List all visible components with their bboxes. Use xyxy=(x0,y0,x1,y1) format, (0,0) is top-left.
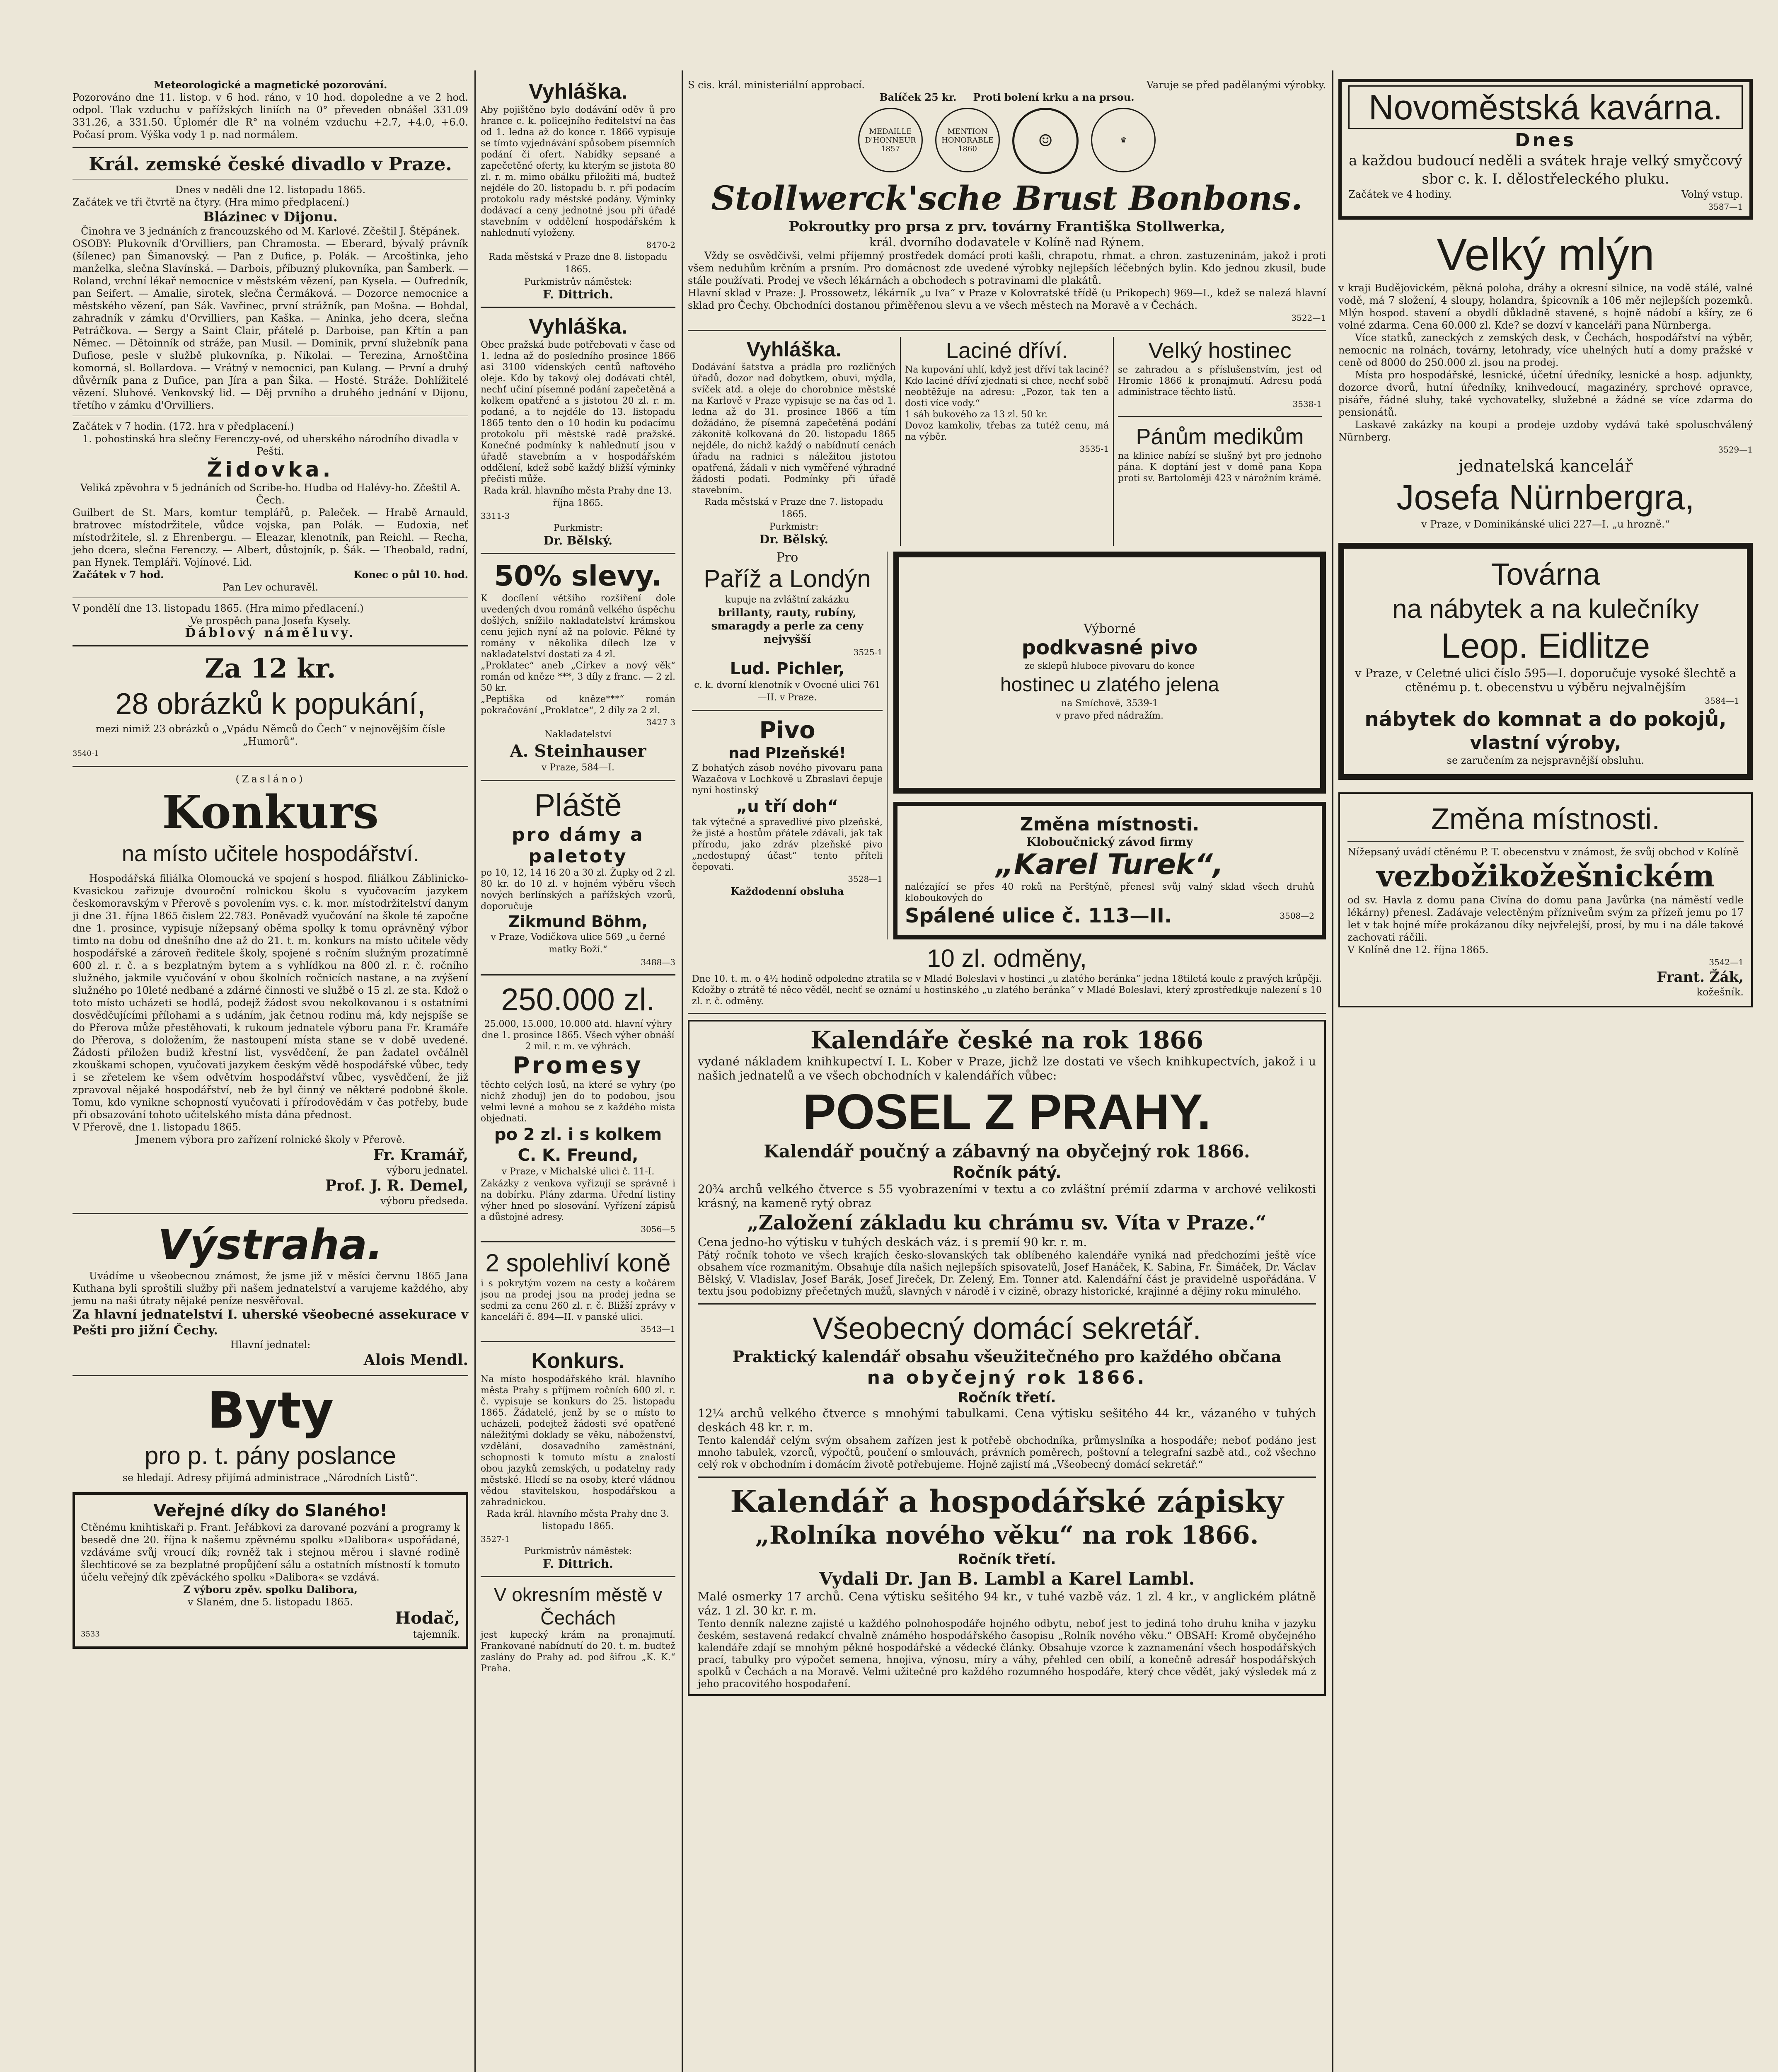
medikum-text: na klinice nabízí se slušný byt pro jednoho pána. K doptání jest v domě pana Kopa proti sv. Bartoloměji 423 v nárožním krámě. xyxy=(1118,451,1322,484)
sekretar-title: Všeobecný domácí sekretář. xyxy=(813,1311,1201,1346)
medal-icon xyxy=(935,108,1000,172)
konkurs-title: Konkurs xyxy=(162,785,379,839)
odmena-cell xyxy=(688,944,1326,1007)
konkurs-name: Prof. J. R. Demel, xyxy=(325,1177,468,1194)
okresni-title: V okresním městě v Čechách xyxy=(493,1584,663,1629)
konkurs-text: Hospodářská filiálka Olomoucká ve spojení s hospod. filiálkou Záblinicko-Kvasickou zařizuje dvouroční rolnickou školu s vyučovacím jazykem českomoravským v Přerově s povolením vys. c. k. mor. místodržitelství danym ji dne 31. října 1865 čislem 22.783. Poněvadž vyučování na škole té započne dne 1. prosince, vypisuje nížepsaný oběma spolky k tomu oprávněný výbor timto na dobu od dnešního dne až do 21. t. m. konkurs na místo učitele vědy hospodářské a zároveň ředitele školy, spojené s ročním služným prozatímně 600 zl. r. č. a s bezplatným bytem a s vyhlídkou na 800 zl. r. č. ročního služného, jakmile vyučování v obou školních ročnicích nastane, a na zvýšení služného po 10leté nedbané a zdárné činnosti ve službě o 15 zl. ze sta. Kdož o toto místo ucházeti se hodlá, podejž žádost svou nekolkovanou i s ostatními dosvědčujícími přílohami a s udáním, jak četnou rodinu má, kdy nejspíše se do Přerova může přestěhovati, k rukoum jednatele výboru pana Fr. Kramáře do Přerova, s doložením, že nastoupení místa stane se v době uvedené. Žádosti přiložen budiž křestní list, vysvědčení, že pan žadatel ovčálněl zkouškami schopen, vyučovati jazykem českým vědě hospodářské vůbec, tedy i se zřetelem ke všem odvětvím hospodářství vůbec, vysvědčení, že již zpravoval nějaké hospodářství, neb že byl činný ve některé podobné škole. Tomu, kdo vynikne schopností vyučovati i přírodovědám v čas potřeby, bude při obsazování tohoto učitelského místa dána přednost. xyxy=(73,873,468,1121)
mlyn-text: v kraji Budějovickém, pěkná poloha, dráhy a okresní silnice, na vodě stálé, valné vodě, má 7 složení, 4 sloupy, holandra, špicovník a 106 měr nejlepších pozemků. Mlýn hospod. stavení a obydlí důkladně stavené, s hojně nádobí a kšíry, ze 6 volné zdarma. Cena 60.000 zl. Kde? se dozví v kanceláři pana Nürnberga. xyxy=(1338,282,1753,331)
mlyn-text: Místa pro hospodářské, lesnické, účetní úředníky, lesnické a hosp. adjunkty, dozorce dvorů, hutní úředníky, knihvedoucí, magazinéry, sprchové opravce, pisáře, řádné sluhy, také vychovatelky, služebné a žádné se více zdarma do pensionátů. xyxy=(1338,369,1753,418)
theatre-note: Pan Lev ochuravěl. xyxy=(222,581,319,593)
odmena-text: Dne 10. t. m. o 4½ hodině odpoledne ztratila se v Mladé Boleslavi v hostinci „u zlatého beránka“ jedna 18tiletá koule z pravých krůpěji. Kdožby o ztrátě té něco věděl, nechť se oznámí u hostinského „u zlatého beránka“ v Mladé Boleslavi, který zprostředkuje nalezení s 10 zl. r. č. odměny. xyxy=(692,974,1322,1007)
konkurs-name: Fr. Kramář, xyxy=(373,1146,468,1164)
konkurs2-role: Purkmistrův náměstek: xyxy=(524,1546,632,1556)
theatre-cast: OSOBY: Plukovník d'Orvilliers, pan Chramosta. — Eberard, bývalý právník (šílenec) pan Šimanovský. — Pan z Dufice, p. Polák. — Arcoštinka, jeho manželka, slečna Slavínská. — Darbois, příbuzný plukovníka, pan Šamberk. — Roland, vrchní lékař nemocnice v městském vězení, pan Kysela. — Oufredník, pan Seifert. — Amalie, sirotek, slečna Čermáková. — Dozorce nemocnice a městského vězení, pan Sák. Vavřinec, první strážník, pan Mošna. — Bohdal, zahradník v zámku d'Orvilliers, pan Kaška. — Aninka, jeho dcera, slečna Petráčkova. — Sergy a Saint Clair, přátelé p. Darboise, pan Křtín a pan Němec. — Dětoinník od stráže, pan Musil. — Dominik, první služebník pana Dufiose, pesle v službě plukovníka, p. Nikolai. — Terezina, Arnoštčina komorná, sl. Bollardova. — Vrátný v nemocnici, pan Kulang. — První a druhý důvěrník pana z Dufice, pan Jíra a pan Šika. — Hosté. Stráže. Dohlížitelé vězení. Sluhové. Venkovský lid. — Děj prvního a druhého jednání v Dijonu, třetího v zámku d'Orvilliers. xyxy=(73,238,468,411)
vyhlaska-code: 3311-3 xyxy=(481,511,510,521)
slevy-code: 3427 3 xyxy=(646,717,675,727)
zmena-text: od sv. Havla z domu pana Civína do domu pana Javůrka (na náměstí vedle lékárny) přenesl. Zadávaje velectěným přízniveům svým za přízeň jemu po 17 let v tak hojné míře prokázanou díky nejvřelejší, prosí, by mu i na dále takové zachovati ráčili. xyxy=(1347,894,1744,943)
theatre-play: Ďáblový náměluvy. xyxy=(185,626,356,640)
theatre-end: Konec o půl 10. hod. xyxy=(353,569,468,581)
dik-code: 3533 xyxy=(81,1630,100,1639)
stollwerck-text: Vždy se osvědčivši, velmi příjemný prostředek domácí proti kašli, chrapotu, rhmat. a chron. zastuzeninám, jakož i proti všem neduhům krčním a prsním. Pro domácnost zde uvedené výrobky nejlepších léčebných bylin. Kdo jednou zkusil, bude stále používati. Prodej ve všech lékárnách a obchodech s potravinami dle plakátů. xyxy=(688,250,1326,286)
hosp-rocnik: Ročník třetí. xyxy=(958,1551,1056,1568)
vystraha-title: Výstraha. xyxy=(157,1220,383,1269)
slevy-item: „Peptiška od kněze***“ román pokračování „Proklatce“, 2 díly za 2 zl. xyxy=(481,694,675,716)
plzen-text: Z bohatých zásob nového pivovaru pana Wazačova v Lochkově u Zbraslavi čepuje nyní hostinský xyxy=(692,763,883,796)
kavarna-start: Začátek ve 4 hodiny. xyxy=(1348,189,1452,200)
okresni-text: jest kupecký krám na pronajmutí. Frankované nabídnutí do 20. t. m. budtež zaslány do Prahy ad. pod šifrou „K. K.“ Praha. xyxy=(481,1630,675,1674)
loterie-note: Zakázky z venkova vyřizují se správně i na dobírku. Plány zdarma. Úřední listiny výher hned po slosování. Vyřízení zápisů a důstojné adresy. xyxy=(481,1179,675,1222)
posel-text: 20¾ archů velkého čtverce s 55 vyobrazeními v textu a co zvláštní prémií zdarma v archové velikosti krásný, na kameně rytý obraz xyxy=(698,1182,1316,1210)
loterie-text: těchto celých losů, na které se vyhry (po nichž zhoduj) jen do to podobou, jsou velmi levné a mohou se z každého místa objednati. xyxy=(481,1080,675,1124)
kavarna-title: Novoměstská kavárna. xyxy=(1348,85,1743,129)
zmena-text: Nížepsaný uvádí ctěnému P. T. obecenstvu v známost, že svůj obchod v Kolíně xyxy=(1347,846,1739,858)
obrazky-code: 3540-1 xyxy=(73,749,99,758)
kone-text: i s pokrytým vozem na cesty a kočárem jsou na prodej jsou na prodej jedna se sedmi za cenu 260 zl. r. č. Bližší zprávy v kanceláři č. 894—II. v panské ulici. xyxy=(481,1278,675,1322)
pariz-pro: Pro xyxy=(776,550,798,565)
theatre-title: Král. zemské české divadlo v Praze. xyxy=(89,154,452,175)
kavarna-entry: Volný vstup. xyxy=(1681,189,1743,200)
turek-title: Změna místnosti. xyxy=(1020,814,1200,835)
portrait-medallion-icon: ☺ xyxy=(1012,108,1079,174)
kalendare-title: Kalendáře české na rok 1866 xyxy=(810,1026,1204,1054)
eidlitz-subtitle: na nábytek a na kulečníky xyxy=(1392,594,1699,624)
stollwerck-price: Balíček 25 kr. xyxy=(879,91,957,103)
slevy-name: A. Steinhauser xyxy=(510,741,646,761)
byty-title: Byty xyxy=(207,1382,334,1440)
loterie-name: C. K. Freund, xyxy=(518,1146,639,1165)
posel-title: POSEL Z PRAHY. xyxy=(803,1084,1211,1140)
vystraha-company: Za hlavní jednatelství I. uherské všeobecné assekurace v Pešti pro jižní Čechy. xyxy=(73,1307,468,1338)
nurnberg-label: jednatelská kancelář xyxy=(1458,457,1633,476)
vyhlaska-name: F. Dittrich. xyxy=(543,288,613,301)
vyhlaska-role: Purkmistr: xyxy=(769,522,819,532)
eidlitz-box xyxy=(1338,543,1753,780)
vyhlaska-place: Rada městská v Praze dne 8. listopadu 1865. xyxy=(489,252,668,275)
dik-name: Hodač, xyxy=(395,1608,460,1628)
zmena-shop: vezbožikožešnickém xyxy=(1376,858,1715,893)
vyhlaska-code: 8470-2 xyxy=(646,240,675,250)
vyhlaska-name: Dr. Bělský. xyxy=(759,533,829,546)
eidlitz-title: Továrna xyxy=(1491,557,1600,591)
vyhlaska-text: Aby pojištěno bylo dodávání oděv ů pro hrance c. k. policejního ředitelství na čas od 1. ledna až do konce r. 1866 vypisuje se tímto vyjednávání spůsobem písemních podání či ofert. Nabídky sepsané a zapečetěné oferty, ku kterým se jistota 80 zl. r. m. mimo obálku přiložiti má, budtež nejdéle do 20. listopadu b. r. při podacím protokolu rady městské podány. Výminky dodávací a ceny jednotné jsou při úřadě stavebním v oddělení hospodářském k nahlednutí vyloženy. xyxy=(481,105,675,238)
theatre-play: Židovka. xyxy=(207,457,334,482)
obrazky-title: 28 obrázků k popukání, xyxy=(115,687,426,721)
podkvasne-text: ze sklepů hluboce pivovaru do konce xyxy=(1024,661,1195,671)
mlyn-text: Více statků, zaneckých z zemských desk, v Čechách, hospodářství na výběr, nemocnic na rolnách, továrny, letohrady, více uhelných hutí a domy pražské v ceně od 8000 do 250.000 zl. jsou na prodej. xyxy=(1338,332,1753,368)
kone-code: 3543—1 xyxy=(641,1324,675,1334)
slevy-item: „Proklatec“ aneb „Církev a nový věk“ román od kněze ***, 3 díly z franc. — 2 zl. 50 kr. xyxy=(481,661,675,693)
zmena-name: Frant. Žák, xyxy=(1657,969,1744,985)
dik-committee: Z výboru zpěv. spolku Dalibora, xyxy=(183,1583,358,1595)
sekretar-subtitle: na obyčejný rok 1866. xyxy=(867,1367,1147,1388)
hostinec-text: se zahradou a s příslušenstvím, jest od Hromic 1866 k pronajmutí. Adresu podá administrace těchto listů. xyxy=(1118,365,1322,397)
slevy-label: Nakladatelství xyxy=(544,729,612,740)
eidlitz-item: vlastní výroby, xyxy=(1470,732,1621,753)
column-2 xyxy=(481,79,675,1674)
medal-label: MEDAILLE D'HONNEUR 1857 xyxy=(865,127,916,153)
plzen-title: Pivo xyxy=(759,717,815,744)
konkurs-role: výboru jednatel. xyxy=(386,1164,468,1176)
turek-box xyxy=(893,802,1326,939)
eidlitz-code: 3584—1 xyxy=(1705,696,1739,706)
plzen-subtitle: nad Plzeňské! xyxy=(728,745,846,762)
pariz-name: Lud. Pichler, xyxy=(730,659,845,678)
byty-text: se hledají. Adresy přijímá administrace „Národních Listů“. xyxy=(122,1472,418,1484)
eidlitz-text: v Praze, v Celetné ulici číslo 595—I. doporučuje vysoké šlechtě a ctěnému p. t. obecenstvu u výběru nejvalnějším xyxy=(1355,666,1737,694)
stollwerck-brand: Stollwerck'sche Brust Bonbons. xyxy=(711,179,1303,218)
konkurs-subtitle: na místo učitele hospodářství. xyxy=(121,841,419,866)
konkurs2-place: Rada král. hlavního města Prahy dne 3. listopadu 1865. xyxy=(486,1509,670,1532)
vyhlaska-text: Obec pražská bude potřebovati v čase od 1. ledna až do posledního prosince 1866 asi 3100 vídenských centů naftového oleje. Kdo by takový olej dodávati chtěl, nechť učiní písemné podání zapečetěná a kolkem opatřené a s jistotou 20 zl. r. m. podané, a to nejdéle do 13. listopadu 1865 tento den o 10 hodin ku podacímu protokolu při městské radě pražské. Konečné podmínky k nahlednutí jsou v úřadě stavebním a v hospodářském oddělení, kdež sobě každý bližší výminky přečisti může. xyxy=(481,340,675,484)
podkvasne-place: hostinec u zlatého jelena xyxy=(1000,674,1219,696)
mid-ads-row xyxy=(688,552,1326,939)
eidlitz-item: nábytek do komnat a do pokojů, xyxy=(1364,708,1727,731)
plzen-code: 3528—1 xyxy=(848,874,883,884)
podkvasne-address: na Smíchově, 3539-1 xyxy=(1061,698,1158,709)
pariz-address: c. k. dvorní klenotník v Ovocné ulici 761—II. v Praze. xyxy=(694,680,881,703)
hosp-title: Kalendář a hospodářské zápisky xyxy=(730,1484,1284,1520)
theatre-play-desc: Veliká zpěvohra v 5 jednáních od Scribe-ho. Hudba od Halévy-ho. Zčeštil A. Čech. xyxy=(80,482,461,506)
theatre-play-desc: Činohra ve 3 jednáních z francouzského od M. Karlové. Zčeštil J. Štěpánek. xyxy=(81,225,460,237)
mlyn-code: 3529—1 xyxy=(1718,445,1753,455)
kone-title: 2 spolehliví koně xyxy=(485,1249,671,1277)
loterie-text: 25.000, 15.000, 10.000 atd. hlavní výhry dne 1. prosince 1865. Všech výher obnáší 2 mil. r. m. ve výhrách. xyxy=(481,1019,675,1052)
obrazky-price: Za 12 kr. xyxy=(205,653,336,684)
stollwerck-sub2: král. dvorního dodavatele v Kolíně nad Rýnem. xyxy=(869,235,1144,249)
stollwerck-warn: Varuje se před padělanými výrobky. xyxy=(1146,79,1326,91)
kalendare-publisher: vydané nákladem knihkupectví I. L. Kober v Praze, jichž lze dostati ve všech knihkupectvích, jakož i u našich jednatelů a ve všech obchodních v kalendářích vůbec: xyxy=(698,1055,1316,1082)
turek-name: „Karel Turek“, xyxy=(996,848,1224,881)
dik-text: Ctěnému knihtiskaři p. Frant. Jeřábkovi za darované pozvání a programy k besedě dne 20. října k našemu zpěvnému spolku »Dalibora« uspořádané, vzdáváme svůj vroucí dík; rovněž tak i stejnou měrou i slavné rodině šlechticové se za bezplatné propůjčení sálu a ostatních místností k tomuto účelu veřejný dík zpěváckého spolku »Dalibora« se vzdává. xyxy=(81,1522,460,1583)
vyhlaska-title: Vyhláška. xyxy=(528,315,627,339)
nurnberg-name: Josefa Nürnbergra, xyxy=(1396,478,1695,517)
theatre-date: Dnes v neděli dne 12. listopadu 1865. xyxy=(175,184,366,196)
zmena-code: 3542—1 xyxy=(1709,957,1744,967)
konkurs2-text: Na místo hospodářského král. hlavního města Prahy s příjmem ročních 600 zl. r. č. vypisuje se konkurs do 25. listopadu 1865. Žádatelé, jenž by se o místo to ucházeli, podejtež žádosti své opatřené náležitými doklady se věku, náboženství, vzdělání, dosavadního zaměstnání, schopnosti k tomuto místu a znalostí obou jazyků zemských, u podatelny rady městské. Hledí se na osoby, které vládnou vědou stavitelskou, hospodářskou a zahradnickou. xyxy=(481,1374,675,1508)
posel-rocnik: Ročník pátý. xyxy=(952,1163,1062,1181)
theatre-cast: Guilbert de St. Mars, komtur templářů, p. Paleček. — Hrabě Arnauld, bratrovec místodržitele, vůdce vojska, pan Polák. — Eudoxia, neť místodržitele, sl. z Ehrenbergu. — Eleazar, klenotník, pan Reichl. — Recha, jeho dcera, slečna Ferenczy. — Albert, důstojník, p. Šák. — Theobald, radní, pan Hynek. Templáři. Vojínové. Lid. xyxy=(73,507,468,568)
slevy-address: v Praze, 584—I. xyxy=(541,762,615,773)
medal-label: MENTION HONORABLE 1860 xyxy=(941,127,994,153)
drivi-place: Dovoz kamkoliv, třebas za tutéž cenu, má na výběr. xyxy=(905,421,1109,442)
hosp-subtitle: „Rolníka nového věku“ na rok 1866. xyxy=(755,1521,1259,1550)
posel-price: Cena jedno-ho výtisku v tuhých deskách váz. i s premií 90 kr. r. m. xyxy=(698,1235,1087,1249)
podkvasne-title: podkvasné pivo xyxy=(1021,636,1198,659)
loterie-amount: 250.000 zl. xyxy=(501,982,655,1017)
podkvasne-box xyxy=(893,552,1326,794)
kavarna-text: a každou budoucí neděli a svátek hraje velký smyčcový sbor c. k. I. dělostřeleckého pluku. xyxy=(1349,152,1742,187)
hostinec-cell xyxy=(1114,337,1326,546)
small-ads-row xyxy=(688,337,1326,546)
vyhlaska-role: Purkmistrův náměstek: xyxy=(524,277,632,287)
sekretar-desc: Tento kalendář celým svým obsahem zařízen jest k potřebě obchodníka, průmyslníka a hospodáře; neboť podáno jest mnoho tabulek, vzorců, výpočtů, poučení o smlouvách, právních poměrech, poštovní a telegrafní sazbě atd., což všechno celý rok v obchodním i domácím životě potřebujeme. Hojně zajistí má „Všeobecný domácí sekretář.“ xyxy=(698,1435,1316,1470)
konkurs2-code: 3527-1 xyxy=(481,1534,510,1544)
theatre-date: V pondělí dne 13. listopadu 1865. (Hra mimo předlacení.) xyxy=(73,603,364,614)
turek-subtitle: Kloboučnický závod firmy xyxy=(1026,835,1193,849)
drivi-item: 1 sáh bukového za 13 zl. 50 kr. xyxy=(905,409,1047,420)
stollwerck-dealer: Hlavní sklad v Praze: J. Prossowetz, lékárník „u Iva“ v Praze v Kolovratské třídě (u Prikopech) 969—I., kdež se nalezá hlavní sklad pro Čechy. Obchodníci dostanou přiměřenou slevu a ve všech městech na Moravě a v Čechách. xyxy=(688,287,1326,311)
turek-address: Spálené ulice č. 113—II. xyxy=(905,904,1172,927)
plzen-text: tak výtečné a spravedlivé pivo plzeňské, že jisté a hostům přátele zdávali, jak tak přírodu, jako zdráv plzeňské pivo „nedostupný účast“ tento příteli čepovati. xyxy=(692,817,883,872)
posel-desc: Pátý ročník tohoto ve všech krajích česko-slovanských tak oblíbeného kalendáře vyniká nad předchozími ještě více obsahem více rozmanitým. Obsahuje díla našich nejlepších spisovatelů, Josef Hanáček, K. Sabina, Fr. Šimáček, Dr. Václav Bělský, V. Vladislav, Josef Barák, Josef Jireček, Dr. Zelený, Em. Tonner atd. Kalendářní část je pravidelně uspořádána. V textu jsou podobizny přečetných mužů, slavných v národě i v cizině, obrazy historické, krajinné a dějiny roku minulého. xyxy=(698,1249,1316,1297)
pariz-title: Paříž a Londýn xyxy=(704,565,871,593)
column-rule xyxy=(474,70,476,2072)
pariz-text: kupuje na zvláštní zakázku xyxy=(725,595,849,605)
loterie-price: po 2 zl. i s kolkem xyxy=(494,1125,662,1144)
pariz-code: 3525-1 xyxy=(853,647,883,657)
posel-subtitle: Kalendář poučný a zábavný na obyčejný rok 1866. xyxy=(764,1141,1250,1162)
drivi-cell xyxy=(901,337,1114,546)
column-rule xyxy=(1332,70,1333,2072)
plzen-pub: „u tří doh“ xyxy=(736,797,839,816)
loterie-address: v Praze, v Michalské ulici č. 11-I. xyxy=(501,1167,655,1177)
hosp-authors: Vydali Dr. Jan B. Lambl a Karel Lambl. xyxy=(819,1569,1195,1589)
turek-code: 3508—2 xyxy=(1280,911,1314,921)
kavarna-box xyxy=(1338,79,1753,220)
podkvasne-cell xyxy=(888,552,1326,939)
zmena-role: kožešník. xyxy=(1696,986,1744,998)
plaste-title: Pláště xyxy=(534,788,622,823)
plaste-code: 3488—3 xyxy=(641,957,675,967)
drivi-title: Laciné dříví. xyxy=(946,338,1068,363)
sekretar-subtitle: Praktický kalendář obsahu všeužitečného pro každého občana xyxy=(732,1347,1282,1366)
kavarna-dnes: Dnes xyxy=(1515,130,1576,151)
theatre-start: Začátek v 7 hod. xyxy=(73,569,164,581)
kalendare-ad xyxy=(688,1020,1326,1696)
vyhlaska-cell xyxy=(688,337,901,546)
stollwerck-sub: Pokroutky pro prsa z prv. továrny Františka Stollwerka, xyxy=(789,218,1225,235)
eidlitz-note: se zaručením za nejspravnější obsluhu. xyxy=(1447,755,1645,766)
plzen-label: Každodenní obsluha xyxy=(731,885,844,897)
theatre-benefit: Ve prospěch pana Josefa Kysely. xyxy=(190,615,351,627)
konkurs-signature: Jmenem výbora pro zařízení rolnické školy v Přerově. xyxy=(135,1134,405,1145)
drivi-code: 3535-1 xyxy=(1079,444,1109,454)
eidlitz-name: Leop. Eidlitze xyxy=(1441,626,1650,665)
turek-text: nalézající se přes 40 roků na Perštýně, přenesl svůj valný sklad všech druhů kloboukových do xyxy=(905,882,1314,903)
dik-title: Veřejné díky do Slaného! xyxy=(153,1501,387,1520)
meteo-text: Pozorováno dne 11. listop. v 6 hod. ráno, v 10 hod. dopoledne a ve 2 hod. odpol. Tlak vzduchu v pařížských liniích na 0° převeden obnášel 331.09 331.26, a 331.50. Úplomér dle R° na volném vzduchu +2.7, +4.0, +6.0. Počasí prom. Výška vody 1 p. nad normálem. xyxy=(73,92,468,140)
plaste-subtitle: pro dámy a paletoty xyxy=(512,824,644,867)
hostinec-code: 3538-1 xyxy=(1292,399,1322,409)
konkurs-role: výboru předseda. xyxy=(380,1195,468,1207)
byty-subtitle: pro p. t. pány poslance xyxy=(144,1442,397,1469)
loterie-code: 3056—5 xyxy=(641,1224,675,1234)
posel-zalozeni: „Založení základu ku chrámu sv. Víta v Praze.“ xyxy=(747,1211,1267,1234)
theatre-play: Blázinec v Dijonu. xyxy=(203,209,338,225)
obrazky-text: mezi nimiž 23 obrázků o „Vpádu Němců do Čech“ v nejnovějším čísle „Humorů“. xyxy=(95,723,445,747)
vyhlaska-title: Vyhláška. xyxy=(746,338,842,361)
vyhlaska-text: Dodávání šatstva a prádla pro rozličných úřadů, dozor nad dobytkem, obuvi, mýdla, svíček atd. a oleje do chorobnice městské na Karlově v Praze vypisuje se na čas od 1. ledna až do 31. prosince 1866 a tím dožádáno, že písemná zapečetěná podání zákonitě kolkovaná do 20. listopadu 1865 nejdéle, do nichž každý o nabídnutí cenách úřadu na radnici s náležitou jistotou opatřená, žádali v nich vyměřené výhradné žádosti podati. Podmínky při úřadě stavebním. xyxy=(692,362,896,496)
plaste-address: v Praze, Vodičkova ulice 569 „u černé matky Boží.“ xyxy=(491,932,665,955)
stollwerck-code: 3522—1 xyxy=(1291,313,1326,323)
dik-box xyxy=(73,1492,468,1649)
vyhlaska-role: Purkmistr: xyxy=(553,523,603,533)
vystraha-text: Uvádíme u všeobecnou známost, že jsme již v měsíci červnu 1865 Jana Kuthana byli sproštili služby při našem jednatelství a varujeme každého, aby jemu na naši útraty nějaké peníze nesvěřoval. xyxy=(73,1270,468,1307)
sekretar-text: 12¼ archů velkého čtverce s mnohými tabulkami. Cena výtisku sešitého 44 kr., vázaného v tuhých deskách 48 kr. r. m. xyxy=(698,1406,1316,1434)
theatre-benefit: 1. pohostinská hra slečny Ferenczy-ové, od uherského národního divadla v Pešti. xyxy=(82,433,458,457)
medikum-title: Pánům medikům xyxy=(1136,424,1304,449)
zmena-title: Změna místnosti. xyxy=(1431,803,1660,836)
meteo-title: Meteorologické a magnetické pozorování. xyxy=(153,79,387,91)
column-4 xyxy=(1338,79,1753,1007)
vystraha-name: Alois Mendl. xyxy=(363,1351,468,1369)
plaste-name: Zikmund Böhm, xyxy=(508,913,648,931)
stollwerck-cis: S cis. král. ministeriální approbací. xyxy=(688,79,865,91)
lower-ads-row xyxy=(688,944,1326,1007)
mlyn-title: Velký mlýn xyxy=(1437,229,1655,280)
vyhlaska-title: Vyhláška. xyxy=(528,80,627,104)
dik-role: tajemník. xyxy=(413,1629,460,1640)
dik-place: v Slaném, dne 5. listopadu 1865. xyxy=(187,1596,353,1608)
column-3 xyxy=(688,79,1326,1696)
column-1 xyxy=(73,79,468,1649)
podkvasne-label: Výborné xyxy=(1083,622,1136,636)
slevy-text: K docílení většího rozšíření dole uvedených dvou románů velkého úspěchu došlých, snížilo nakladatelství krámskou cenu jejich nyní až na polovic. Pěkné ty romány v několika dílech lze v nakladatelství dostati za 4 zl. xyxy=(481,593,675,660)
pariz-items: brillanty, rauty, rubíny, smaragdy a perle za ceny nejvyšší xyxy=(711,607,864,646)
slevy-title: 50% slevy. xyxy=(494,560,662,593)
zmena-box xyxy=(1338,792,1753,1007)
medal-icon xyxy=(858,108,923,172)
kavarna-code: 3587—1 xyxy=(1708,202,1743,212)
konkurs2-name: F. Dittrich. xyxy=(543,1557,613,1571)
theatre-start: Začátek ve tři čtvrtě na čtyry. (Hra mimo předplacení.) xyxy=(73,196,349,208)
konkurs-note: (Zasláno) xyxy=(235,773,305,785)
zmena-place: V Kolíně dne 12. října 1865. xyxy=(1347,944,1489,956)
pariz-cell xyxy=(688,552,888,939)
konkurs2-title: Konkurs. xyxy=(531,1349,625,1373)
drivi-text: Na kupování uhlí, když jest dříví tak laciné? Kdo laciné dříví zjednati si chce, nechť sobě neobtěžuje na adresu: „Pozor, tak ten a dosti více vody.“ xyxy=(905,365,1109,409)
stollwerck-ad xyxy=(688,79,1326,324)
vyhlaska-place: Rada král. hlavního města Prahy dne 13. října 1865. xyxy=(484,486,672,508)
nurnberg-address: v Praze, v Dominikánské ulici 227—I. „u hrozně.“ xyxy=(1421,518,1670,530)
hostinec-title: Velký hostinec xyxy=(1148,338,1292,363)
theatre-start: Začátek v 7 hodin. (172. hra v předplacení.) xyxy=(73,421,294,432)
column-rule xyxy=(682,70,683,2072)
mlyn-text: Laskavé zakázky na koupi a prodeje uzdoby vydává také spoluschválený Nürnberg. xyxy=(1338,419,1753,443)
odmena-title: 10 zl. odměny, xyxy=(927,944,1087,972)
konkurs-place: V Přerově, dne 1. listopadu 1865. xyxy=(73,1121,242,1133)
hosp-text: Malé osmerky 17 archů. Cena výtisku sešitého 94 kr., v tuhé vazbě váz. 1 zl. 4 kr., v anglickém plátně váz. 1 zl. 30 kr. r. m. xyxy=(698,1590,1316,1617)
vystraha-role: Hlavní jednatel: xyxy=(230,1339,311,1351)
coat-of-arms-icon: ♛ xyxy=(1091,108,1156,172)
sekretar-rocnik: Ročník třetí. xyxy=(958,1389,1056,1406)
stollwerck-slogan: Proti bolení krku a na prsou. xyxy=(973,91,1135,103)
vyhlaska-place: Rada městská v Praze dne 7. listopadu 1865. xyxy=(704,497,883,520)
hosp-desc: Tento denník nalezne zajisté u každého polnohospodáře hojného odbytu, neboť jest to jediná toho druhu kniha v jazyku českém, sestavená redakcí chvalně známého hospodářského časopisu „Rolník nového věku.“ OBSAH: Kromě obyčejného kalendáře zdají se mnohým pěkné hospodářské a vědecké články. Obsahuje vzorce k zaznamenání všech hospodářských prací, tabulky pro výpočet semena, hnojiva, výnosu, míry a váhy, přehled cen obilí, a konečně adresář hospodářských spolků v Čechách a na Moravě. Velmi užitečné pro každého rozumného hospodáře, který chce vědět, jaký výsledek má z jeho pracovitého hospodaření. xyxy=(698,1618,1316,1690)
loterie-title: Promesy xyxy=(513,1052,643,1079)
podkvasne-near: v pravo před nádražím. xyxy=(1056,711,1164,721)
vyhlaska-name: Dr. Bělský. xyxy=(543,534,613,547)
plaste-text: po 10, 12, 14 16 20 a 30 zl. Župky od 2 zl. 80 kr. do 10 zl. v hojném výběru všech nových berlínských a pařížských vzorů, doporučuje xyxy=(481,868,675,912)
